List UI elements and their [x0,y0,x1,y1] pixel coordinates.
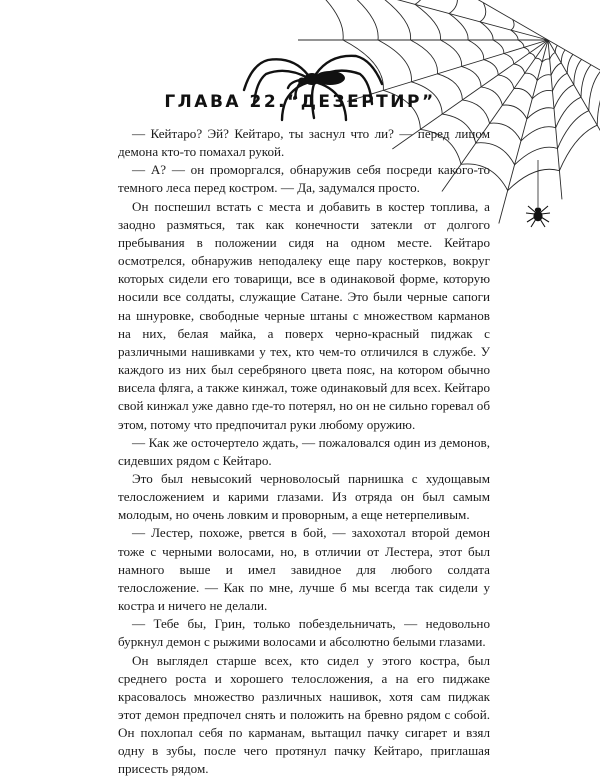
hanging-spider-icon [526,160,550,227]
paragraph: Он поспешил встать с места и добавить в костер топлива, а заодно размяться, так как конечности затекли от долгого пребывания в положении сидя на одном месте. Кейтаро осмотрелся, обнаружив неподалеку еще пару костерков, вокруг которых сидели его товарищи, все в одинаковой форме, которую носили все солдаты, служащие Сатане. Это были черные сапоги на шнуровке, свободные черные штаны с множеством карманов на них, белая майка, а поверх черно-красный пиджак с различными нашивками у тех, кто чем-то отличился в службе. У каждого из них был серебряного цвета пояс, на котором обычно висела фляга, а также кинжал, тоже одинаковый для всех. Кейтаро свой кинжал уже давно где-то потерял, но он не сильно горевал об этом, потому что предпочитал руки любому оружию. [118,198,490,432]
paragraph: — Кейтаро? Эй? Кейтаро, ты заснул что ли? — перед лицом демона кто-то помахал рукой. [118,126,490,160]
paragraph: — Лестер, похоже, рвется в бой, — захохотал второй демон тоже с черными волосами, но, в отличии от Лестера, этот был намного выше и имел завидное для любого солдата телосложение. — Как по мне, лучше б мы всегда так сидели у костра и ничего не делали. [118,525,490,614]
paragraph: Это был невысокий черноволосый парнишка с худощавым телосложением и карими глазами. Из отряда он был самым молодым, но очень ловким и проворным, а еще нетерпеливым. [118,470,490,523]
paragraph: — Как же осточертело ждать, — пожаловался один из демонов, сидевших рядом с Кейтаро. [118,434,490,468]
body-text [118,125,490,779]
paragraph: Он выглядел старше всех, кто сидел у этого костра, был среднего роста и хорошего телосложения, а на его пиджаке красовалось множество различных нашивок, хотя сам пиджак этот демон предпочел снять и положить на бревно рядом с собой. Он похлопал себя по карманам, вытащил пачку сигарет и взял одну в зубы, после чего протянул пачку Кейтаро, приглашая присесть рядом. [118,652,490,777]
chapter-label: ГЛАВА 22. [164,92,288,112]
paragraph: — А? — он проморгался, обнаружив себя посреди какого-то темного леса перед костром. — Да, задумался просто. [118,162,490,196]
chapter-name: “ДЕЗЕРТИР” [287,92,436,112]
chapter-title [0,92,600,112]
paragraph: — Тебе бы, Грин, только побездельничать, — недовольно буркнул демон с рыжими волосами и абсолютно белыми глазами. [118,616,490,650]
